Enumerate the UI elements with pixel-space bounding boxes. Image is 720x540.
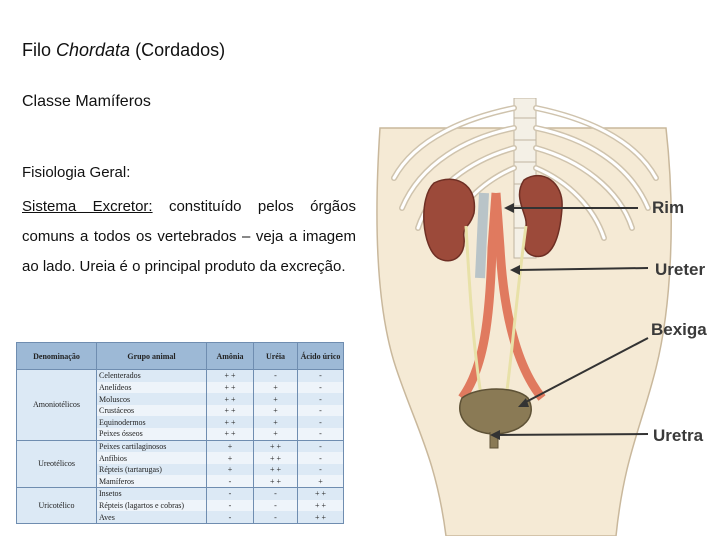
value-cell: + (254, 405, 298, 417)
value-cell: + + (207, 393, 254, 405)
value-cell: - (298, 382, 344, 394)
excretory-system-figure (366, 98, 720, 536)
group-name-cell: Uricotélico (17, 488, 97, 524)
value-cell: + + (298, 500, 344, 512)
animal-group-cell: Anelídeos (97, 382, 207, 394)
value-cell: - (254, 500, 298, 512)
value-cell: + + (207, 428, 254, 440)
table-header: Denominação (17, 343, 97, 370)
physiology-heading: Fisiologia Geral: (22, 164, 131, 181)
animal-group-cell: Equinodermos (97, 416, 207, 428)
value-cell: - (298, 405, 344, 417)
value-cell: - (298, 440, 344, 452)
value-cell: + + (207, 405, 254, 417)
slide-title: Filo Chordata (Cordados) (22, 40, 226, 60)
value-cell: + (254, 428, 298, 440)
value-cell: - (207, 488, 254, 500)
table-row (17, 370, 344, 382)
title-italic: Chordata (56, 40, 131, 60)
table-header: Ácido úrico (298, 343, 344, 370)
excretory-term: Sistema Excretor: (22, 198, 153, 215)
group-name-cell: Ureotélicos (17, 440, 97, 487)
value-cell: - (254, 370, 298, 382)
animal-group-cell: Peixes cartilaginosos (97, 440, 207, 452)
value-cell: + + (207, 416, 254, 428)
value-cell: - (298, 416, 344, 428)
table-header: Amônia (207, 343, 254, 370)
label-uretra: Uretra (653, 426, 704, 445)
value-cell: - (298, 464, 344, 476)
class-heading: Classe Mamíferos (22, 93, 151, 110)
value-cell: + (298, 475, 344, 487)
value-cell: - (254, 488, 298, 500)
value-cell: + (207, 464, 254, 476)
value-cell: + + (254, 475, 298, 487)
group-name-cell: Amoniotélicos (17, 370, 97, 441)
value-cell: + + (207, 370, 254, 382)
table-header: Grupo animal (97, 343, 207, 370)
animal-group-cell: Aves (97, 511, 207, 523)
value-cell: - (298, 452, 344, 464)
animal-group-cell: Crustáceos (97, 405, 207, 417)
table-row (17, 440, 344, 452)
value-cell: - (298, 428, 344, 440)
animal-group-cell: Peixes ósseos (97, 428, 207, 440)
animal-group-cell: Insetos (97, 488, 207, 500)
value-cell: - (298, 393, 344, 405)
animal-group-cell: Moluscos (97, 393, 207, 405)
excretory-paragraph: Sistema Excretor: constituído pelos órgãos comuns a todos os vertebrados – veja a imagem ao lado. Ureia é o principal produto da excreção. (22, 198, 356, 275)
animal-group-cell: Mamíferos (97, 475, 207, 487)
value-cell: + + (298, 488, 344, 500)
label-rim: Rim (652, 198, 685, 217)
value-cell: + + (254, 440, 298, 452)
value-cell: + + (254, 452, 298, 464)
value-cell: + + (254, 464, 298, 476)
value-cell: - (207, 500, 254, 512)
value-cell: + + (207, 382, 254, 394)
value-cell: - (254, 511, 298, 523)
label-bexiga: Bexiga (651, 320, 707, 339)
animal-group-cell: Répteis (tartarugas) (97, 464, 207, 476)
excretion-table (16, 342, 344, 524)
bladder (460, 389, 531, 434)
value-cell: - (298, 370, 344, 382)
animal-group-cell: Anfíbios (97, 452, 207, 464)
value-cell: + (254, 382, 298, 394)
animal-group-cell: Répteis (lagartos e cobras) (97, 500, 207, 512)
value-cell: + (207, 452, 254, 464)
table-header: Uréia (254, 343, 298, 370)
value-cell: + (207, 440, 254, 452)
table-row (17, 488, 344, 500)
value-cell: - (207, 475, 254, 487)
value-cell: + (254, 416, 298, 428)
animal-group-cell: Celenterados (97, 370, 207, 382)
value-cell: - (207, 511, 254, 523)
value-cell: + + (298, 511, 344, 523)
value-cell: + (254, 393, 298, 405)
label-ureter: Ureter (655, 260, 706, 279)
